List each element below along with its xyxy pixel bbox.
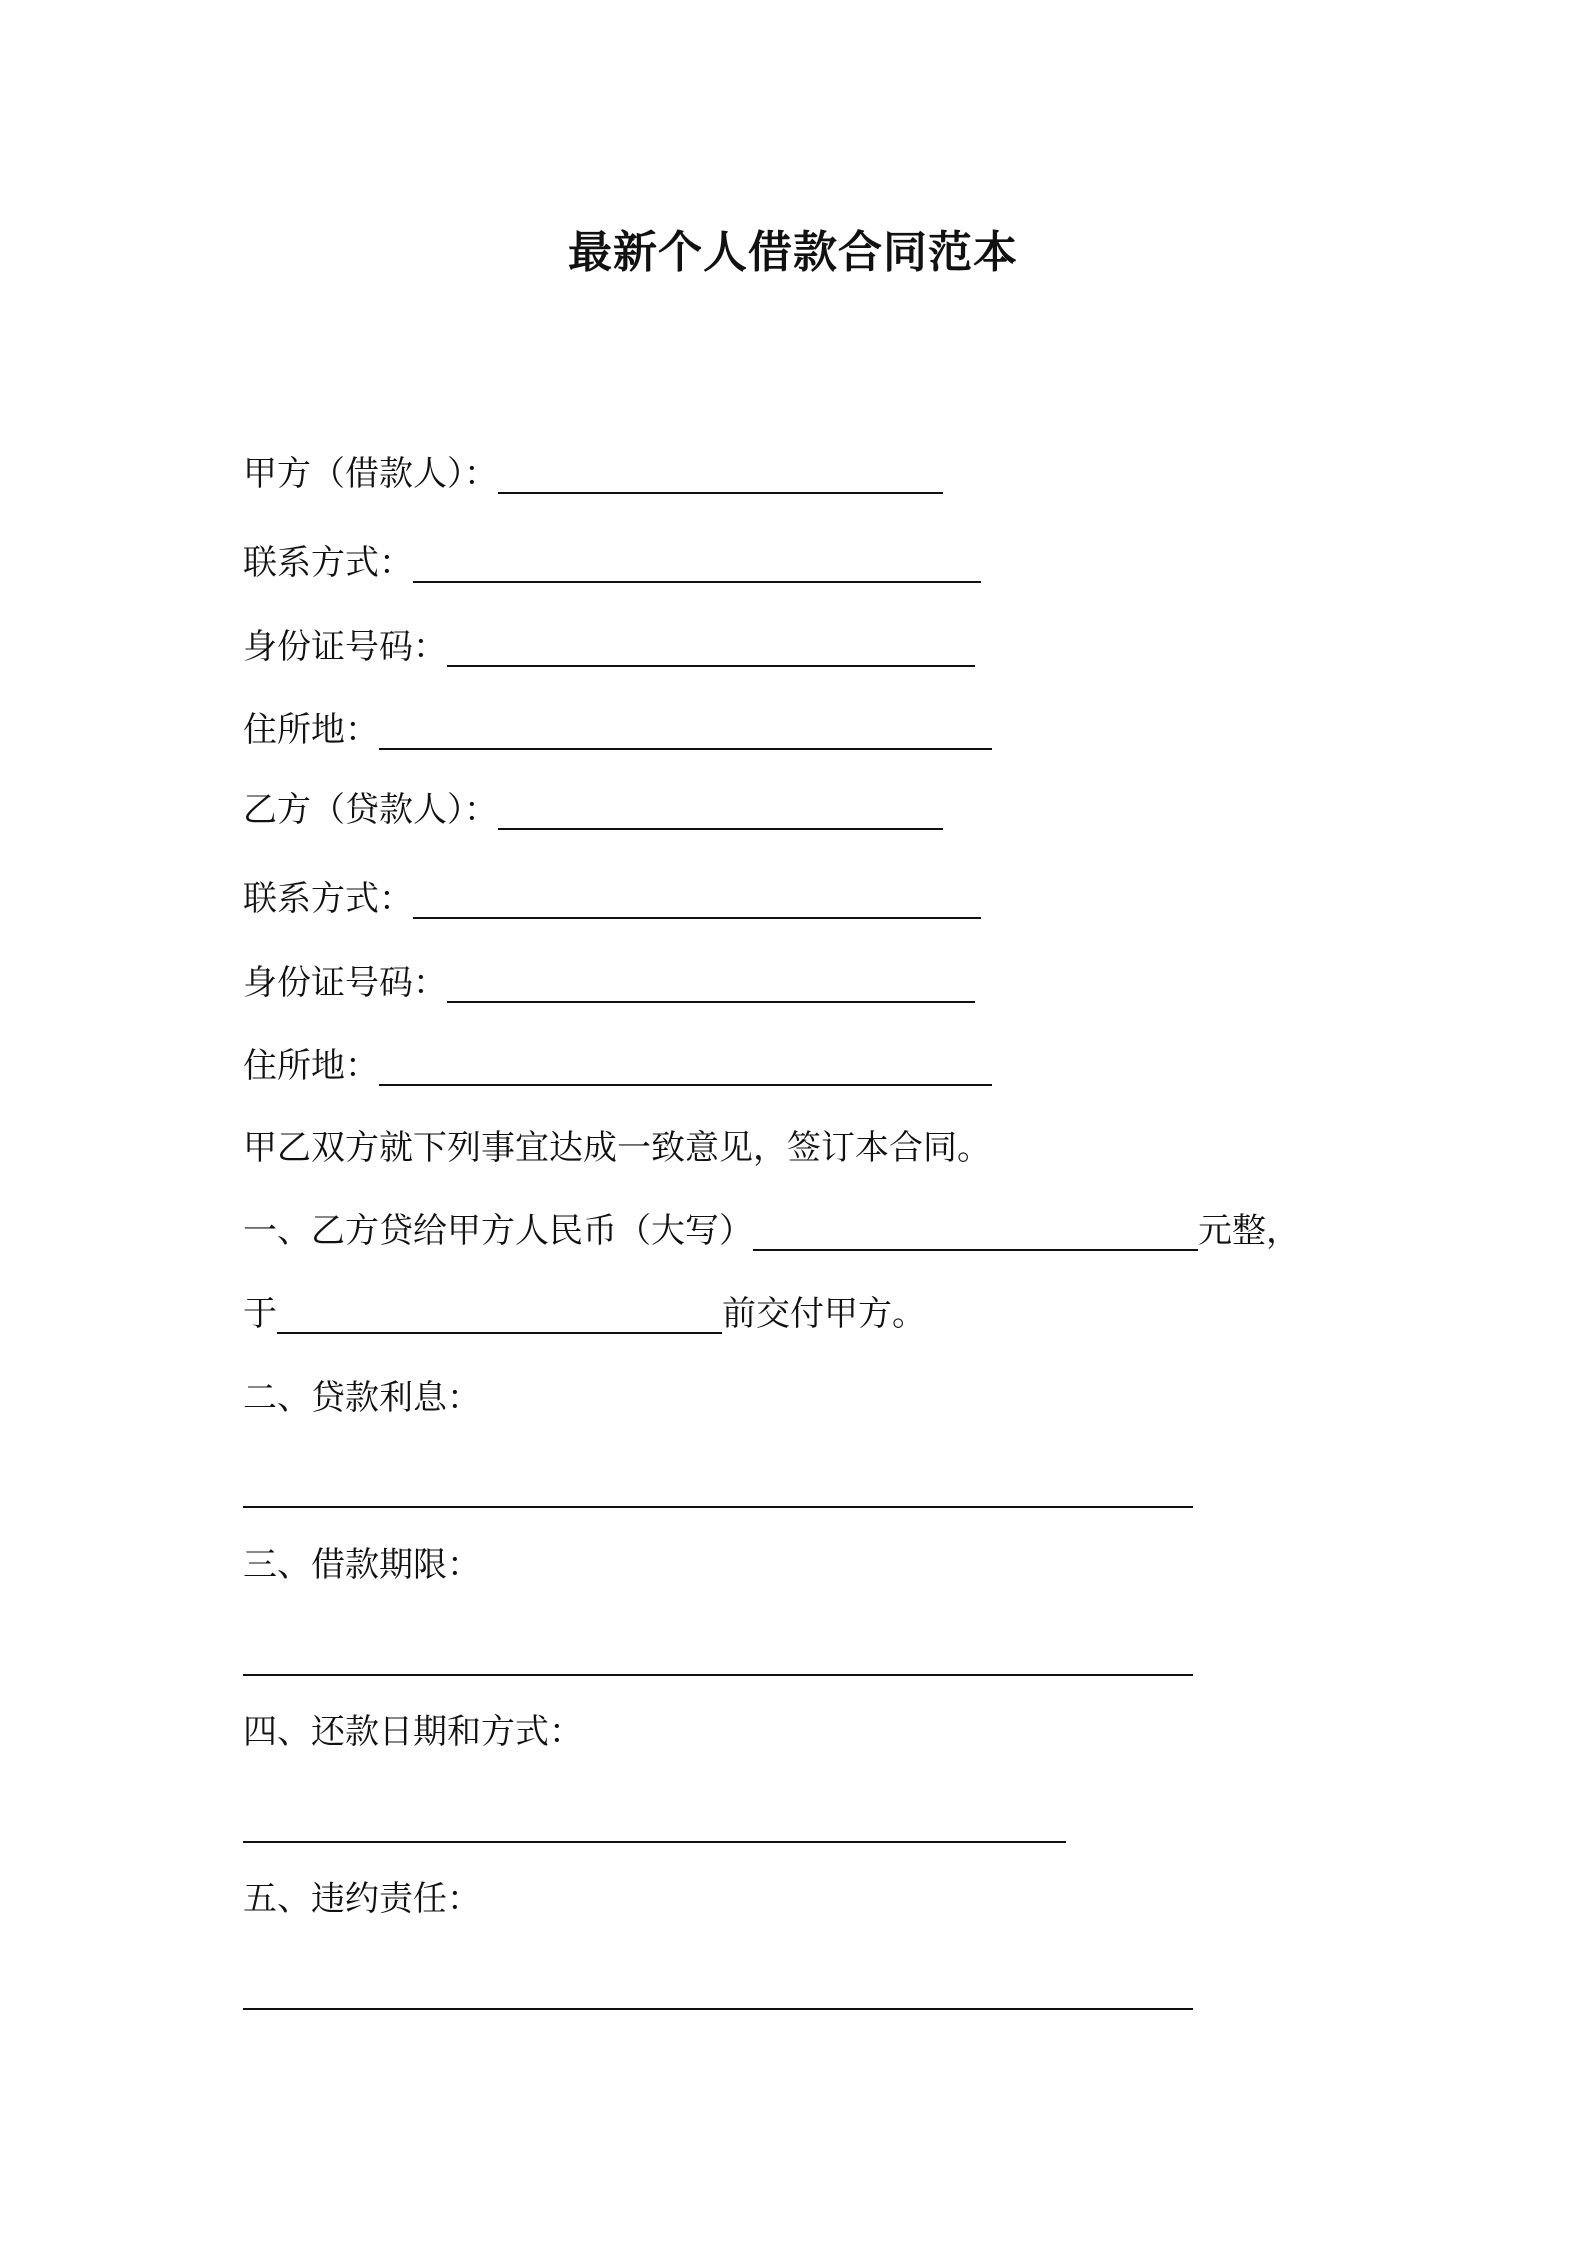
clause-1-prefix: 一、乙方贷给甲方人民币（大写） bbox=[243, 1211, 753, 1251]
loan-term-field[interactable] bbox=[243, 1674, 1193, 1676]
party-a-id-label: 身份证号码： bbox=[243, 627, 447, 667]
party-a-name-label: 甲方（借款人）： bbox=[243, 454, 498, 494]
party-a-id-row bbox=[243, 625, 975, 669]
party-a-address-label: 住所地： bbox=[243, 710, 379, 750]
party-b-name-label: 乙方（贷款人）： bbox=[243, 790, 498, 830]
clause-1-suffix: 元整， bbox=[1198, 1211, 1300, 1251]
party-b-name-row bbox=[243, 788, 943, 832]
party-b-id-label: 身份证号码： bbox=[243, 963, 447, 1003]
clause-1-row bbox=[243, 1209, 1300, 1253]
party-b-contact-row bbox=[243, 877, 981, 921]
party-a-contact-row bbox=[243, 541, 981, 585]
delivery-date-field[interactable] bbox=[277, 1296, 722, 1334]
document-title: 最新个人借款合同范本 bbox=[568, 227, 1018, 278]
interest-field[interactable] bbox=[243, 1506, 1193, 1508]
party-b-contact-label: 联系方式： bbox=[243, 879, 413, 919]
clause-2-heading: 二、贷款利息： bbox=[243, 1378, 481, 1418]
breach-liability-field[interactable] bbox=[243, 2008, 1193, 2010]
party-a-address-row bbox=[243, 708, 992, 752]
party-b-contact-field[interactable] bbox=[413, 881, 981, 919]
clause-1-line2-suffix: 前交付甲方。 bbox=[722, 1294, 926, 1334]
party-a-contact-label: 联系方式： bbox=[243, 543, 413, 583]
agreement-sentence: 甲乙双方就下列事宜达成一致意见，签订本合同。 bbox=[243, 1128, 991, 1168]
clause-5-heading: 五、违约责任： bbox=[243, 1879, 481, 1919]
repayment-field[interactable] bbox=[243, 1841, 1066, 1843]
party-b-address-field[interactable] bbox=[379, 1048, 992, 1086]
party-b-id-row bbox=[243, 961, 975, 1005]
party-a-name-row bbox=[243, 452, 943, 496]
loan-amount-field[interactable] bbox=[753, 1213, 1198, 1251]
party-a-contact-field[interactable] bbox=[413, 545, 981, 583]
clause-4-heading: 四、还款日期和方式： bbox=[243, 1712, 583, 1752]
clause-1-line2-prefix: 于 bbox=[243, 1294, 277, 1334]
clause-1-delivery-row bbox=[243, 1292, 926, 1336]
party-a-id-field[interactable] bbox=[447, 629, 975, 667]
clause-3-heading: 三、借款期限： bbox=[243, 1545, 481, 1585]
party-a-address-field[interactable] bbox=[379, 712, 992, 750]
party-b-name-field[interactable] bbox=[498, 792, 943, 830]
party-b-id-field[interactable] bbox=[447, 965, 975, 1003]
party-b-address-row bbox=[243, 1044, 992, 1088]
party-a-name-field[interactable] bbox=[498, 456, 943, 494]
party-b-address-label: 住所地： bbox=[243, 1046, 379, 1086]
